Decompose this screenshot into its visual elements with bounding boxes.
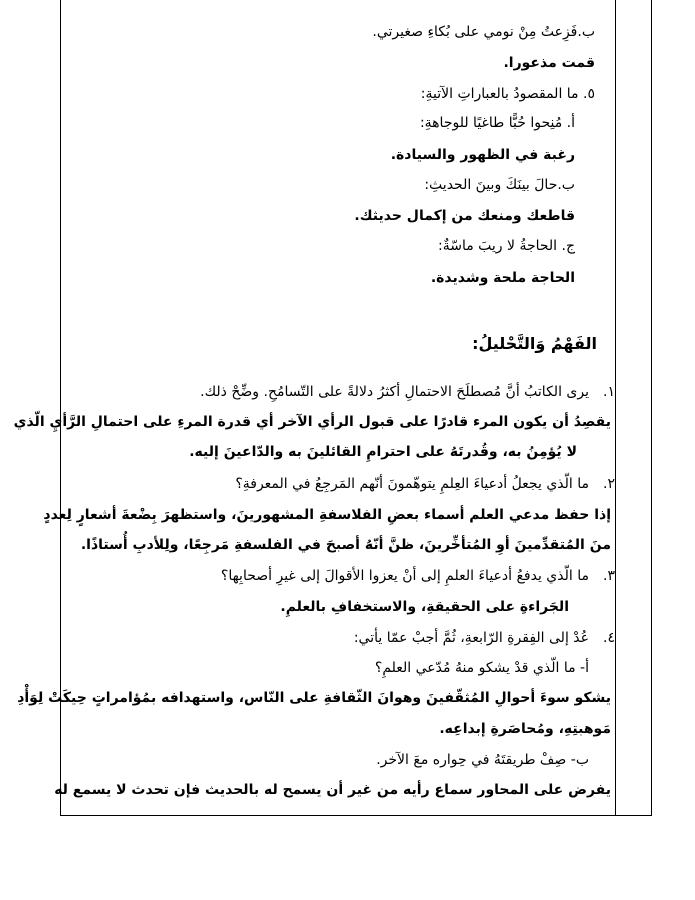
item-a-phrase: أ. مُنِحوا حُبًّا طاغيًا للوجاهةِ: xyxy=(419,115,575,131)
question-number: ٣. xyxy=(603,568,615,584)
answer-text: إذا حفظ مدعي العلم أسماء بعضِ الفلاسفةِ المشهورينَ، واستظهرَ بِضْعةَ أشعارٍ لِعددٍ xyxy=(43,507,611,523)
answer-text: لا يُؤمِنُ به، وقُدرتَهُ على احترامِ القائلينَ به والدّاعينَ إليه. xyxy=(189,444,577,460)
item-c-phrase: ج. الحاجةُ لا ريبَ ماسّةٌ: xyxy=(437,238,575,254)
answer-text: يقصِدُ أن يكون المرء قادرًا على قبول الرأي الآخر أي قدرة المرءِ على احتمالِ الرَّأيِ الّذي xyxy=(13,414,611,430)
sub-question-text: ب- صِفْ طريقتَهُ في حِواره معَ الآخر. xyxy=(376,752,589,768)
item-b-phrase: ب.حالَ بينَكَ وبينَ الحديثِ: xyxy=(424,177,575,193)
question-text: عُدْ إلى الفِقرةِ الرّابعةِ، ثُمَّ أجبْ عمّا يأتي: xyxy=(353,630,589,646)
answer-text: قمت مذعورا. xyxy=(503,55,595,71)
answer-text: منَ المُتقدِّمينَ أوِ المُتأخِّرينَ، ظنَّ أنّهُ أصبحَ في الفلسفةِ مَرجِعًا، ولِلأدبِ أُستاذًا. xyxy=(80,537,611,553)
answer-text: يشكو سوءَ أحوالِ المُثقّفينَ وهوانَ الثّقافةِ على النّاس، واستهدافه بمُؤامراتٍ حِيكَتْ لِوَأْدِ xyxy=(17,690,611,706)
question-text: ما الّذي يدفعُ أدعياءَ العلمِ إلى أنْ يعزوا الأقوالَ إلى غيرِ أصحابِها؟ xyxy=(220,568,589,584)
worksheet-content xyxy=(13,0,617,815)
answer-text: الحاجة ملحة وشديدة. xyxy=(430,270,575,286)
question-text: ما الّذي يجعلُ أدعياءَ العِلمِ يتوهّمونَ أنّهم المَرجِعُ في المعرفةِ؟ xyxy=(235,476,589,492)
answer-text: رغبة في الظهور والسيادة. xyxy=(390,147,575,163)
question-heading: ٥. ما المقصودُ بالعباراتِ الآتيةِ: xyxy=(420,86,595,102)
question-number: ٢. xyxy=(603,476,615,492)
question-text: يرى الكاتبُ أنَّ مُصطلَحَ الاحتمالِ أكثرُ دلالةً على التّسامُحِ. وضِّحْ ذلك. xyxy=(200,384,589,400)
answer-text: الجَراءةِ على الحقيقةِ، والاستخفافِ بالعلمِ. xyxy=(280,599,569,615)
answer-text: يفرض على المحاور سماع رأيه من غير أن يسمح له بالحديث فإن تحدث لا يسمع له xyxy=(54,782,611,798)
section-heading: الفَهْمُ وَالتَّحْليلُ: xyxy=(472,334,597,353)
table-frame xyxy=(13,0,652,816)
item-b-sentence: ب.فَزِعتُ مِنْ نومي على بُكاءِ صغيرتي. xyxy=(372,24,595,40)
question-number: ٤. xyxy=(603,630,615,646)
answer-text: مَوهبتِهِ، ومُحاصَرةِ إبداعِه. xyxy=(439,721,611,737)
margin-column xyxy=(615,0,651,815)
sub-question-text: أ- ما الّذي قدْ يشكو منهُ مُدّعي العلمِ؟ xyxy=(374,660,589,676)
question-number: ١. xyxy=(603,384,615,400)
answer-text: قاطعك ومنعك من إكمال حديثك. xyxy=(354,208,575,224)
